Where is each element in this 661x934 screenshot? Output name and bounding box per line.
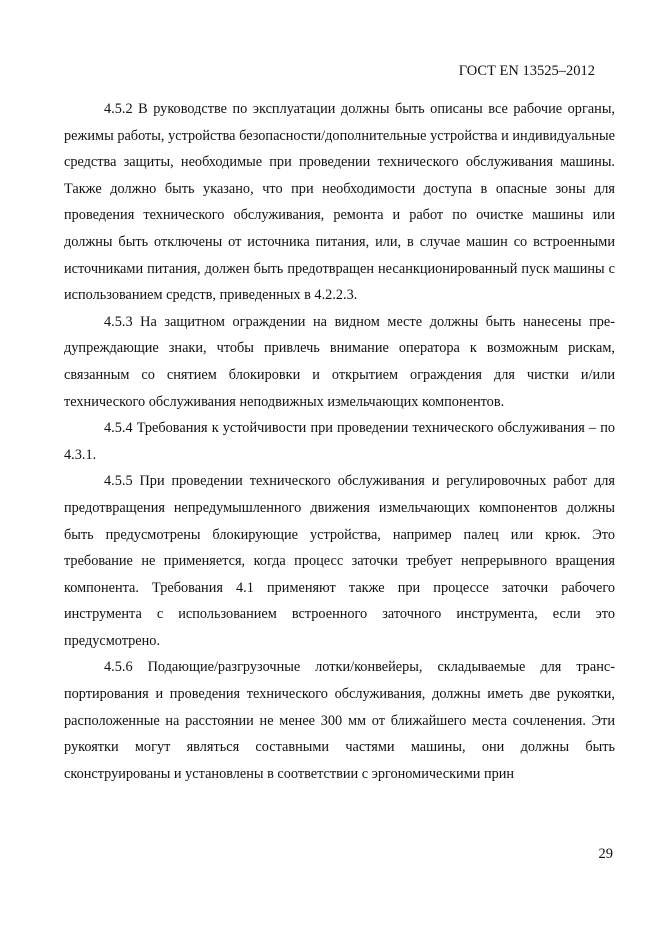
paragraph-4-5-4: 4.5.4 Требования к устойчивости при проведении технического обслуживания – по 4.3.1. (64, 420, 615, 463)
page-number: 29 (598, 846, 613, 862)
paragraph-4-5-6: 4.5.6 Подающие/разгрузочные лотки/конвейеры, складываемые для транспортирования и проведения технического обслуживания, должны иметь две рукоятки, расположенные на расстоянии не менее 300 мм от ближайшего места сочленения. Эти рукоятки могут являться составными частями машины, они должны быть сконструированы и установлены в соответствии с эргономическими прин (64, 659, 615, 782)
paragraph-4-5-3: 4.5.3 На защитном ограждении на видном месте должны быть нанесены предупреждающие знаки, чтобы привлечь внимание оператора к возможным рискам, связанным со снятием блокировки и открытием ограждения для чистки и/или технического обслуживания неподвижных измельчающих компонентов. (64, 313, 615, 410)
paragraph-4-5-2: 4.5.2 В руководстве по эксплуатации должны быть описаны все рабочие органы, режимы работы, устройства безопасности/дополнительные устройства и индивидуальные средства защиты, необходимые при проведении технического обслуживания машины. Также должно быть указано, что при необходимости доступа в опасные зоны для проведения технического обслуживания, ремонта и работ по очистке машины или должны быть отключены от источника питания, или, в случае машин со встроенными источниками питания, должен быть предотвращен несанкционированный пуск машины с использованием средств, приведенных в 4.2.2.3. (64, 101, 615, 304)
document-body (64, 96, 615, 787)
standard-code-header: ГОСТ EN 13525–2012 (458, 63, 595, 79)
paragraph-4-5-5: 4.5.5 При проведении технического обслуживания и регулировочных работ для предотвращения непредумышленного движения измельчающих компонентов должны быть предусмотрены блокирующие устройства, например палец или крюк. Это требование не применяется, когда процесс заточки требует непрерывного вращения компонента. Требования 4.1 применяют также при процессе заточки рабочего инструмента с использованием встроенного заточного инструмента, если это предусмотрено. (64, 473, 615, 649)
